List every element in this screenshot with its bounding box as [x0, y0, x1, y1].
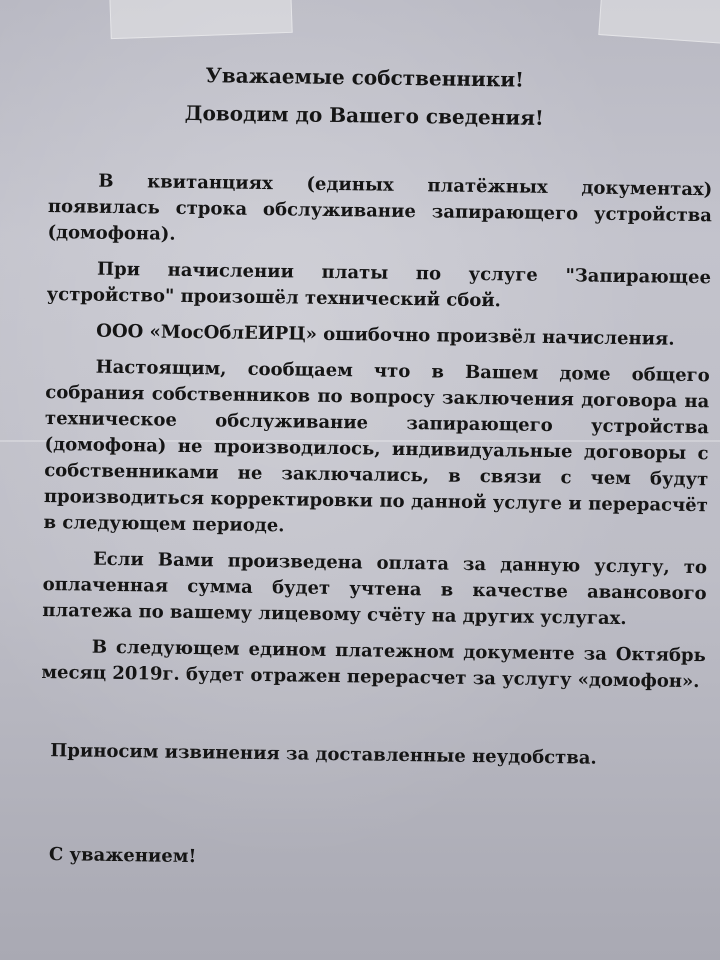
- adhesive-tape: [598, 0, 720, 45]
- notice-paragraph: ООО «МосОблЕИРЦ» ошибочно произвёл начисления.: [96, 320, 675, 350]
- notice-subheading: Доводим до Вашего сведения!: [184, 100, 544, 130]
- notice-paragraph: Настоящим, сообщаем что в Вашем доме общего собрания собственников по вопросу заключения договора на техническое обслуживание запирающего устройства (домофона) не производилось, индивидуальные договоры с собственниками не заключались, в связи с чем будут производиться корректировки по данной услуге и перерасчёт в следующем периоде.: [43, 356, 710, 537]
- notice-sign-off: С уважением!: [48, 844, 197, 868]
- notice-paragraph: Если Вами произведена оплата за данную услугу, то оплаченная сумма будет учтена в качестве авансового платежа по вашему лицевому счёту на других услугах.: [42, 548, 708, 630]
- notice-paragraph: При начислении платы по услуге "Запирающее устройство" произошёл технический сбой.: [46, 258, 712, 312]
- notice-paragraph: В следующем едином платежном документе за Октябрь месяц 2019г. будет отражен перерасчет за услугу «домофон».: [41, 636, 706, 693]
- adhesive-tape: [109, 0, 292, 39]
- notice-greeting: Уважаемые собственники!: [205, 63, 525, 92]
- notice-paragraph: В квитанциях (единых платёжных документах) появилась строка обслуживание запирающего устройства (домофона).: [47, 170, 713, 245]
- notice-sheet: [39, 60, 720, 877]
- notice-apology: Приносим извинения за доставленные неудобства.: [50, 740, 597, 769]
